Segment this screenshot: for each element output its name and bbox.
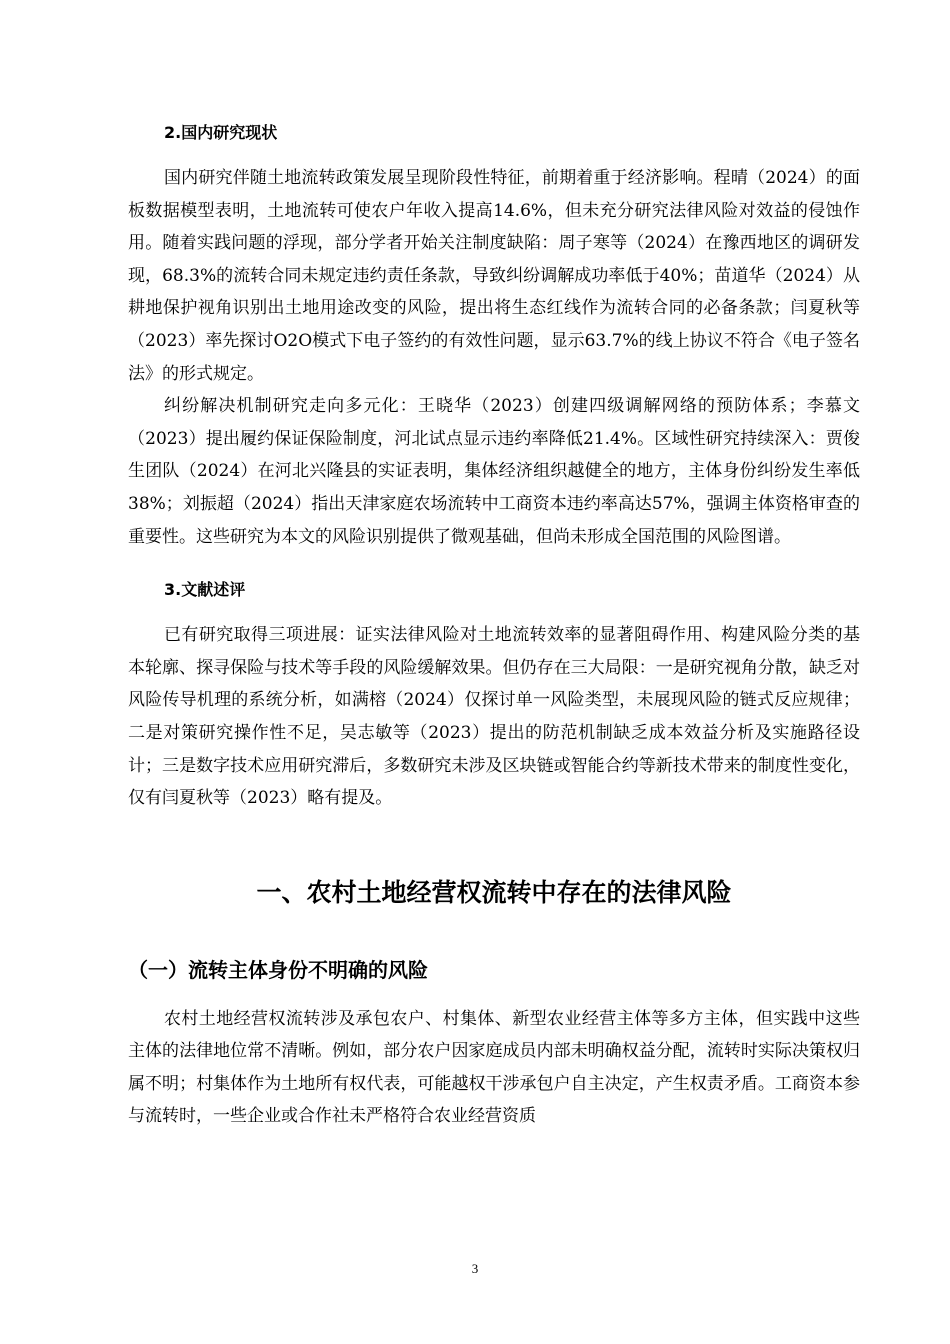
chapter-title: 一、农村土地经营权流转中存在的法律风险 bbox=[256, 877, 732, 907]
page-content bbox=[128, 118, 860, 1133]
paragraph-review-1: 已有研究取得三项进展：证实法律风险对土地流转效率的显著阻碍作用、构建风险分类的基本轮廓、探寻保险与技术等手段的风险缓解效果。但仍存在三大局限：一是研究视角分散，缺乏对风险传导机理的系统分析，如满榕（2024）仅探讨单一风险类型，未展现风险的链式反应规律；二是对策研究操作性不足，吴志敏等（2023）提出的防范机制缺乏成本效益分析及实施路径设计；三是数字技术应用研究滞后，多数研究未涉及区块链或智能合约等新技术带来的制度性变化，仅有闫夏秋等（2023）略有提及。 bbox=[128, 625, 860, 809]
paragraph-domestic-2: 纠纷解决机制研究走向多元化：王晓华（2023）创建四级调解网络的预防体系；李慕文（2023）提出履约保证保险制度，河北试点显示违约率降低21.4%。区域性研究持续深入：贾俊生团队（2024）在河北兴隆县的实证表明，集体经济组织越健全的地方，主体身份纠纷发生率低38%；刘振超（2024）指出天津家庭农场流转中工商资本违约率高达57%，强调主体资格审查的重要性。这些研究为本文的风险识别提供了微观基础，但尚未形成全国范围的风险图谱。 bbox=[128, 396, 860, 547]
paragraph-chapter-1: 农村土地经营权流转涉及承包农户、村集体、新型农业经营主体等多方主体，但实践中这些主体的法律地位常不清晰。例如，部分农户因家庭成员内部未明确权益分配，流转时实际决策权归属不明；村集体作为土地所有权代表，可能越权干涉承包户自主决定，产生权责矛盾。工商资本参与流转时，一些企业或合作社未严格符合农业经营资质 bbox=[128, 1008, 860, 1127]
subsection-title: （一）流转主体身份不明确的风险 bbox=[128, 957, 428, 982]
heading-literature-review: 3.文献述评 bbox=[164, 580, 246, 600]
paragraph-domestic-1: 国内研究伴随土地流转政策发展呈现阶段性特征，前期着重于经济影响。程晴（2024）的面板数据模型表明，土地流转可使农户年收入提高14.6%，但未充分研究法律风险对效益的侵蚀作用。随着实践问题的浮现，部分学者开始关注制度缺陷：周子寒等（2024）在豫西地区的调研发现，68.3%的流转合同未规定违约责任条款，导致纠纷调解成功率低于40%；苗道华（2024）从耕地保护视角识别出土地用途改变的风险，提出将生态红线作为流转合同的必备条款；闫夏秋等（2023）率先探讨O2O模式下电子签约的有效性问题，显示63.7%的线上协议不符合《电子签名法》的形式规定。 bbox=[128, 168, 860, 384]
heading-domestic-research: 2.国内研究现状 bbox=[164, 123, 278, 142]
page-number: 3 bbox=[471, 1261, 479, 1276]
